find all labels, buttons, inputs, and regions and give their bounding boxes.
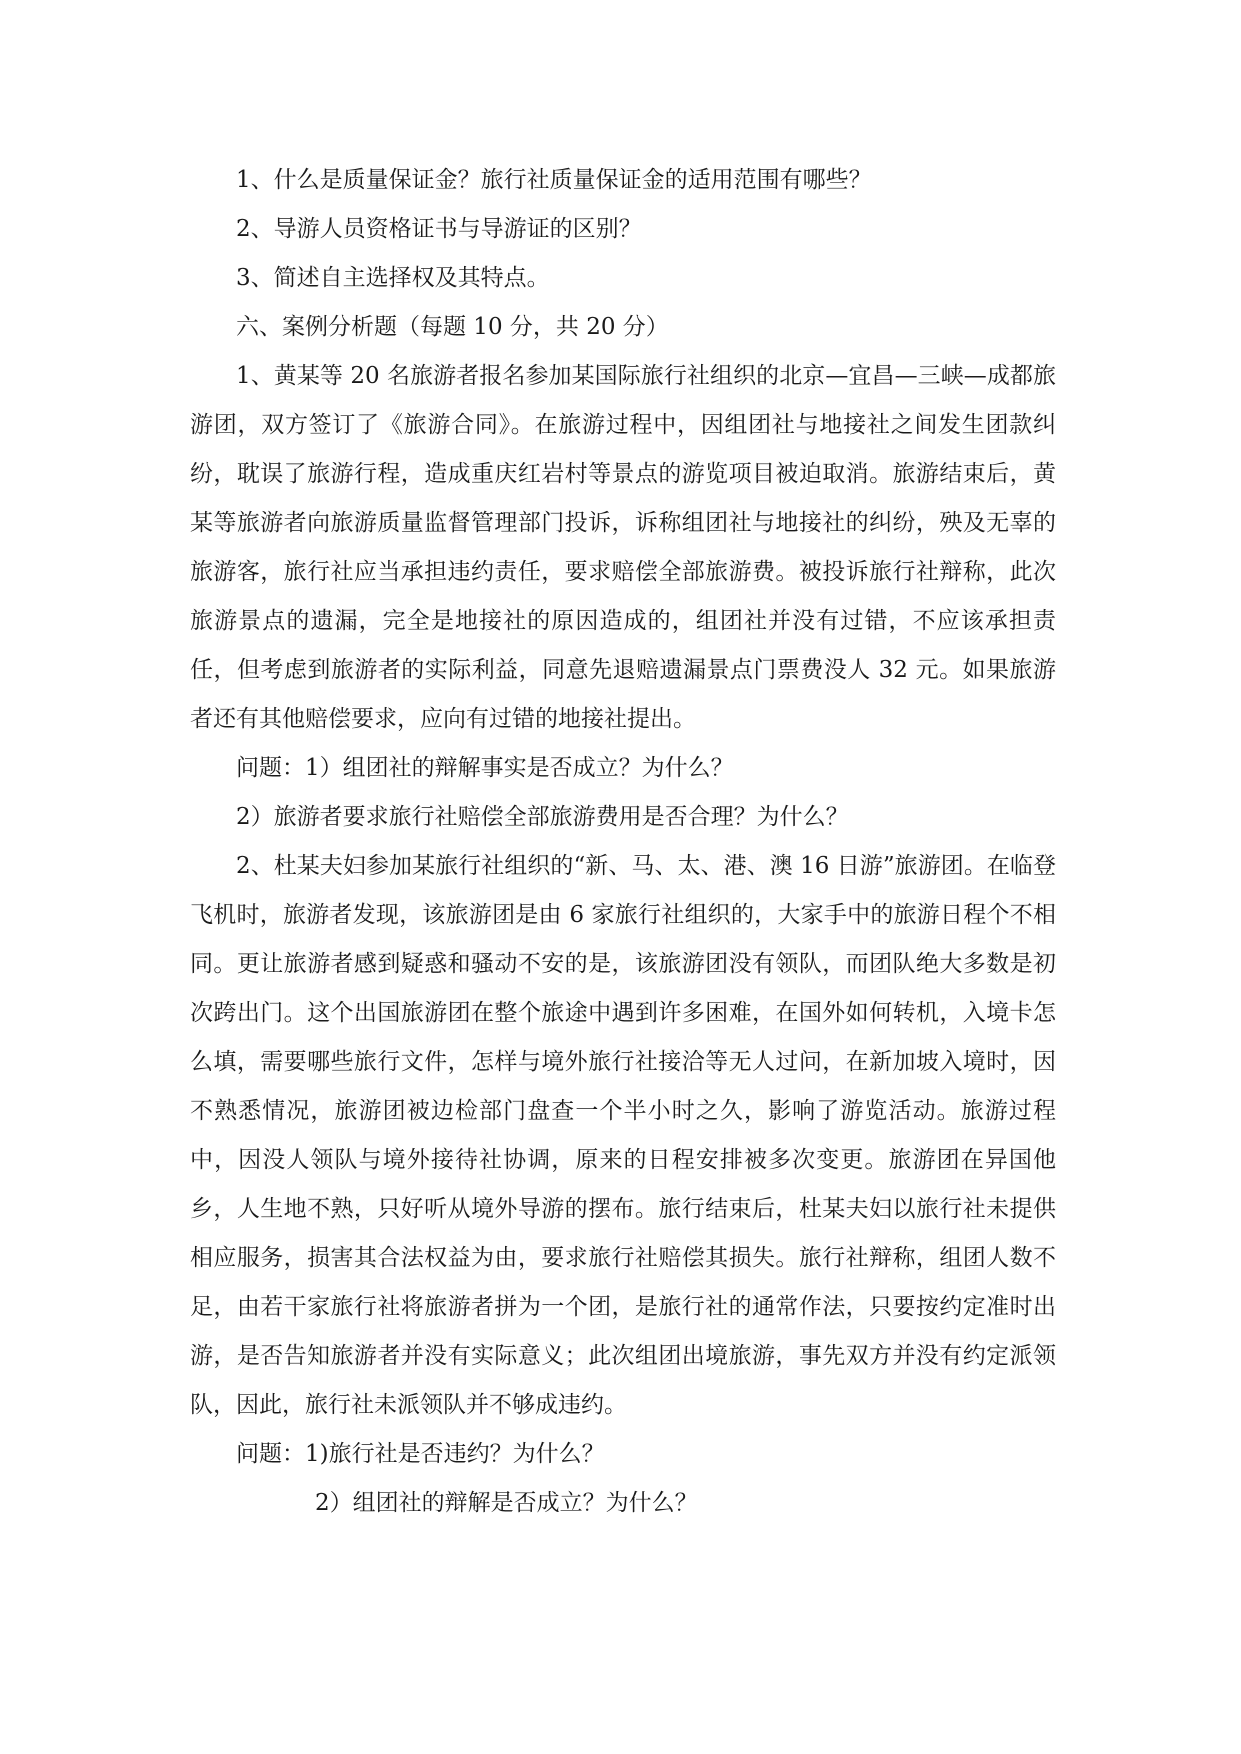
case-2-question-2: 2）组团社的辩解是否成立？为什么？ <box>315 1490 698 1516</box>
case-1-text: 1、黄某等 20 名旅游者报名参加某国际旅行社组织的北京—宜昌—三峡—成都旅游团，双方签订了《旅游合同》。在旅游过程中，因组团社与地接社之间发生团款纠纷，耽误了旅游行程，造成重庆红岩村等景点的游览项目被迫取消。旅游结束后，黄某等旅游者向旅游质量监督管理部门投诉，诉称组团社与地接社的纠纷，殃及无辜的旅游客，旅行社应当承担违约责任，要求赔偿全部旅游费。被投诉旅行社辩称，此次旅游景点的遗漏，完全是地接社的原因造成的，组团社并没有过错，不应该承担责任，但考虑到旅游者的实际利益，同意先退赔遗漏景点门票费没人 32 元。如果旅游者还有其他赔偿要求，应向有过错的地接社提出。 <box>190 363 1056 732</box>
short-question-3: 3、简述自主选择权及其特点。 <box>236 265 550 291</box>
case-1-question-1: 问题：1）组团社的辩解事实是否成立？为什么？ <box>236 755 734 781</box>
case-2-text: 2、杜某夫妇参加某旅行社组织的“新、马、太、港、澳 16 日游”旅游团。在临登飞机时，旅游者发现，该旅游团是由 6 家旅行社组织的，大家手中的旅游日程个不相同。更让旅游者感到疑惑和骚动不安的是，该旅游团没有领队，而团队绝大多数是初次跨出门。这个出国旅游团在整个旅途中遇到许多困难，在国外如何转机，入境卡怎么填，需要哪些旅行文件，怎样与境外旅行社接洽等无人过问，在新加坡入境时，因不熟悉情况，旅游团被边检部门盘查一个半小时之久，影响了游览活动。旅游过程中，因没人领队与境外接待社协调，原来的日程安排被多次变更。旅游团在异国他乡，人生地不熟，只好听从境外导游的摆布。旅行结束后，杜某夫妇以旅行社未提供相应服务，损害其合法权益为由，要求旅行社赔偿其损失。旅行社辩称，组团人数不足，由若干家旅行社将旅游者拼为一个团，是旅行社的通常作法，只要按约定准时出游，是否告知旅游者并没有实际意义；此次组团出境旅游，事先双方并没有约定派领队，因此，旅行社未派领队并不够成违约。 <box>190 853 1056 1418</box>
short-question-2: 2、导游人员资格证书与导游证的区别？ <box>236 216 642 242</box>
document-body <box>190 156 1056 1528</box>
case-1-question-2: 2）旅游者要求旅行社赔偿全部旅游费用是否合理？为什么？ <box>236 804 849 830</box>
short-question-1: 1、什么是质量保证金？旅行社质量保证金的适用范围有哪些？ <box>236 167 872 193</box>
section-heading: 六、案例分析题（每题 10 分，共 20 分） <box>236 314 669 340</box>
case-2-question-1: 问题：1)旅行社是否违约？为什么？ <box>236 1441 605 1467</box>
